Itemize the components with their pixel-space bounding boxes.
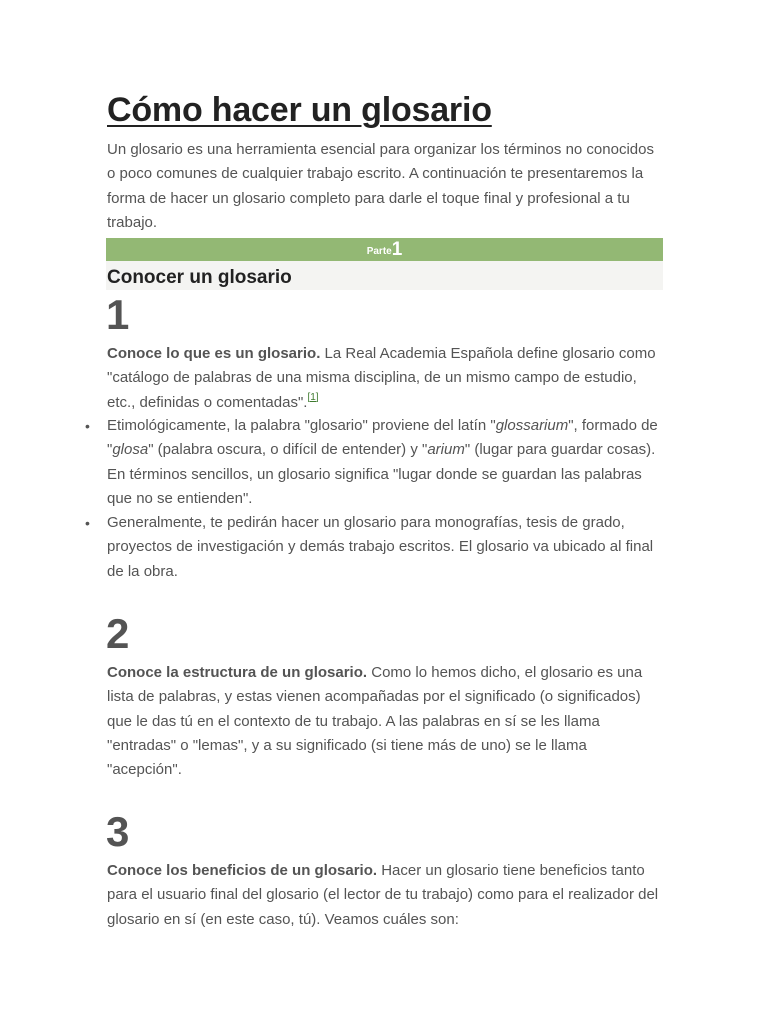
step-text bbox=[107, 661, 664, 782]
step-bold-text: Conoce la estructura de un glosario. bbox=[107, 664, 368, 681]
bullet-icon: • bbox=[85, 418, 90, 434]
part-label: Parte bbox=[366, 246, 392, 257]
step-number: 2 bbox=[106, 610, 130, 657]
article bbox=[85, 88, 664, 928]
section-heading-bar bbox=[106, 261, 663, 290]
step-body-text: Como lo hemos dicho, el glosario es una lista de palabras, y estas vienen acompañadas por el significado (o significados) que le das tú en el contexto de tu trabajo. A las palabras en sí se les llama "entradas" o "lemas", y a su significado (si tiene más de uno) se le llama "acepción". bbox=[107, 664, 643, 779]
step-bold-text: Conoce lo que es un glosario. bbox=[107, 345, 321, 362]
step-number: 1 bbox=[106, 291, 130, 338]
section-heading: Conocer un glosario bbox=[107, 267, 292, 288]
part-banner bbox=[106, 238, 663, 261]
bullet-icon: • bbox=[85, 515, 90, 532]
reference-link[interactable]: [1] bbox=[307, 391, 319, 403]
article-title: Cómo hacer un glosario bbox=[107, 91, 492, 129]
step-body-text: Hacer un glosario tiene beneficios tanto para el usuario final del glosario (el lector de tu trabajo) como para el realizador del glosario en sí (en este caso, tú). Veamos cuáles son: bbox=[107, 862, 659, 928]
step-text bbox=[107, 342, 664, 415]
step-bold-text: Conoce los beneficios de un glosario. bbox=[107, 862, 378, 879]
article-intro: Un glosario es una herramienta esencial para organizar los términos no conocidos o poco comunes de cualquier trabajo escrito. A continuación te presentaremos la forma de hacer un glosario completo para darle el toque final y profesional a tu trabajo. bbox=[107, 141, 654, 231]
step-bullet-list bbox=[85, 414, 664, 584]
list-item: • Generalmente, te pedirán hacer un glosario para monografías, tesis de grado, proyectos de investigación y demás trabajo escritos. El glosario va ubicado al final de la obra. bbox=[107, 511, 664, 584]
step-body-text: La Real Academia Española define glosario como "catálogo de palabras de una misma disciplina, de un mismo campo de estudio, etc., definidas o comentadas". bbox=[107, 345, 656, 411]
step-text bbox=[107, 859, 664, 932]
list-item: • Etimológicamente, la palabra "glosario" proviene del latín "glossarium", formado de "glosa" (palabra oscura, o difícil de entender) y "arium" (lugar para guardar cosas). En términos sencillos, un glosario significa "lugar donde se guardan las palabras que no se entienden". bbox=[107, 414, 664, 511]
part-number: 1 bbox=[391, 239, 403, 260]
step-number: 3 bbox=[106, 808, 130, 855]
